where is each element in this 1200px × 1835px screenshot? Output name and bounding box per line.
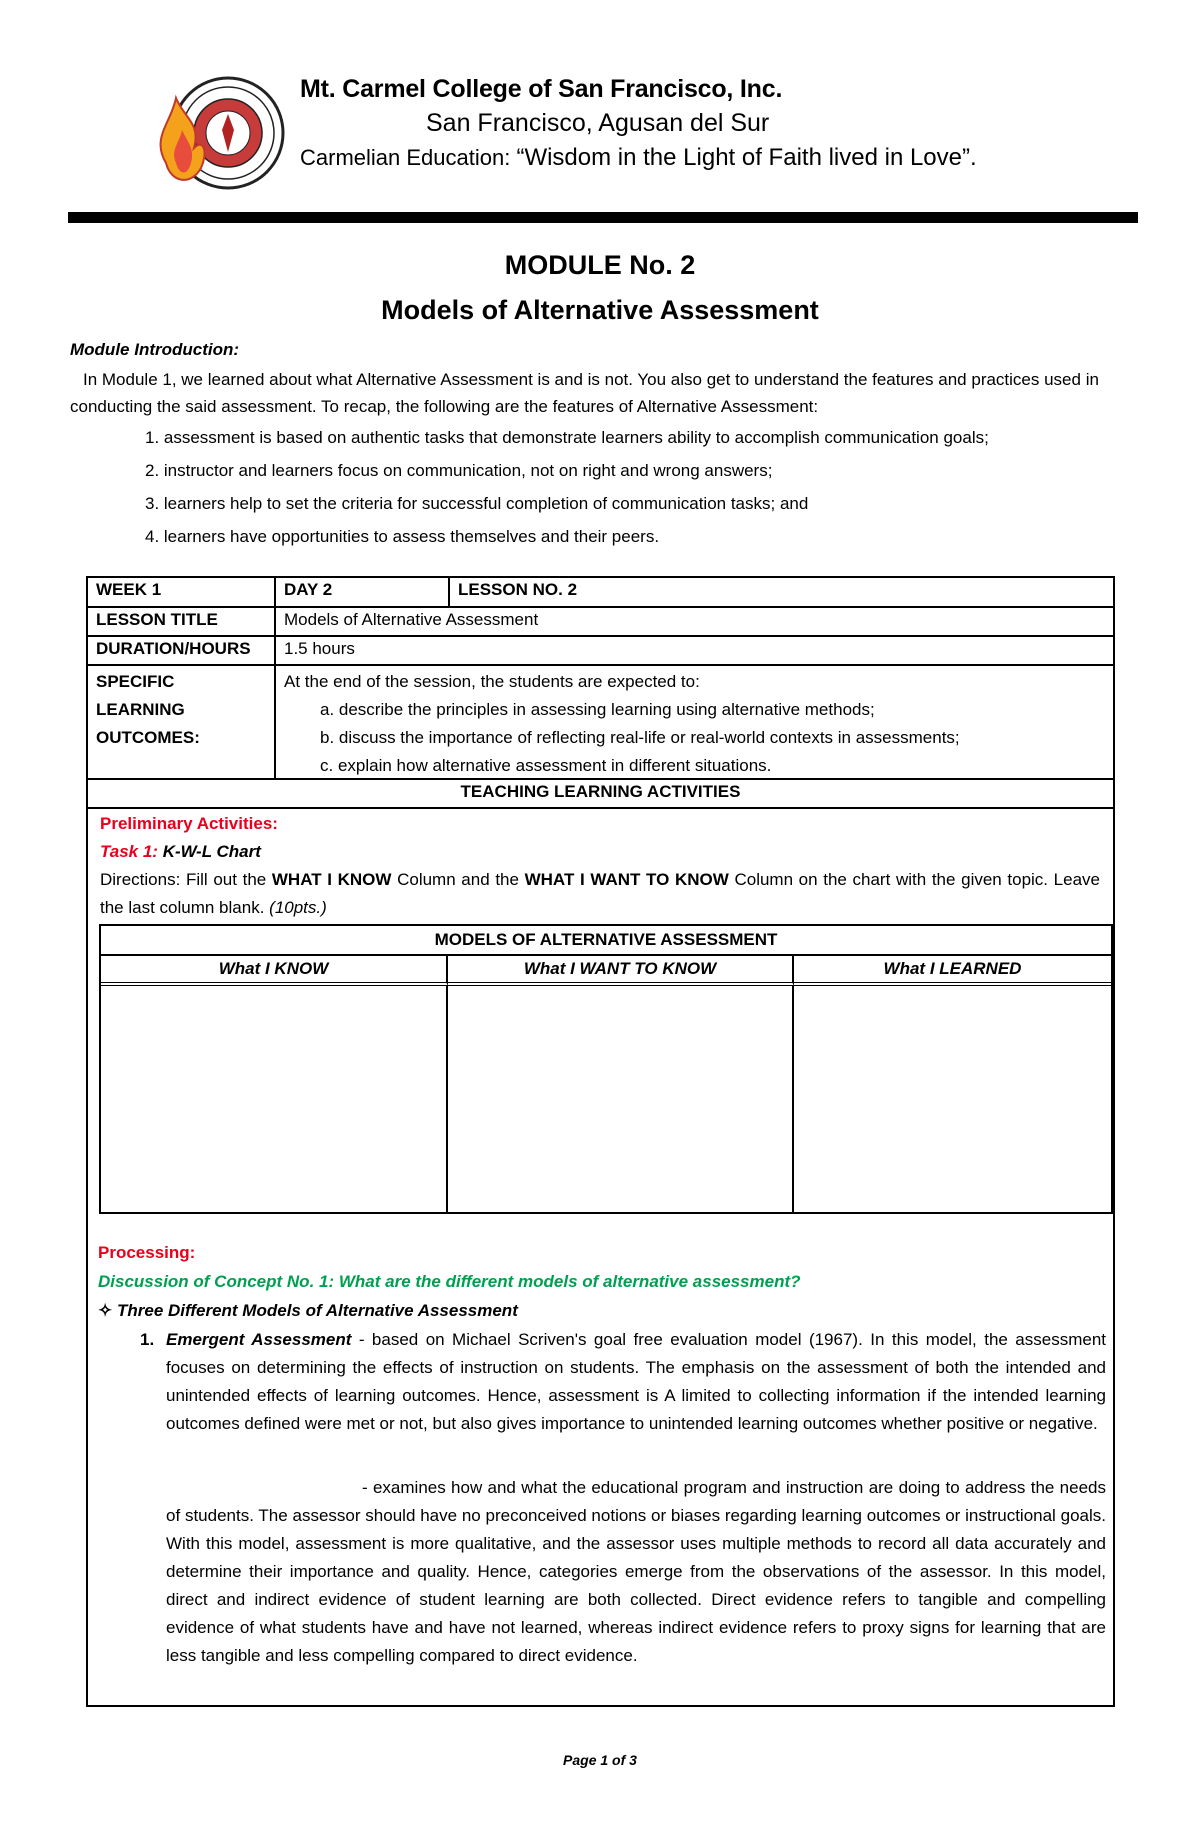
processing-section xyxy=(98,1238,1108,1325)
kwl-header-want: What I WANT TO KNOW xyxy=(448,956,794,986)
outcomes-label-line: LEARNING xyxy=(96,700,185,719)
outcome-item: a. describe the principles in assessing learning using alternative methods; xyxy=(320,700,875,719)
emergent-assessment-paragraph-2: - examines how and what the educational program and instruction are doing to address the needs of students. The assessor should have no preconceived notions or biases regarding learning outcomes or instructional goals. With this model, assessment is more qualitative, and the assessor uses multiple methods to record all data accurately and determine their importance and quality. Hence, categories emerge from the observations of the assessor. In this model, direct and indirect evidence of student learning are both collected. Direct evidence refers to tangible and compelling evidence of what students have and have not learned, whereas indirect evidence refers to proxy signs for learning that are less tangible and less compelling compared to direct evidence. xyxy=(166,1478,1106,1665)
directions-text: Column on the chart with the given topic. Leave the last column blank. xyxy=(100,870,1100,917)
preliminary-heading: Preliminary Activities: xyxy=(100,814,278,833)
directions-label: Directions: xyxy=(100,870,181,889)
lesson-title-label: LESSON TITLE xyxy=(88,608,276,635)
item-text: - based on Michael Scriven's goal free evaluation model (1967). In this model, the assessment focuses on determining the effects of instruction on students. The emphasis on the assessment of both the intended and unintended effects of learning outcomes. Hence, assessment is A limited to collecting information if the intended learning outcomes defined were met or not, but also gives importance to unintended learning outcomes whether positive or negative. xyxy=(166,1330,1106,1433)
processing-heading: Processing: xyxy=(98,1243,196,1262)
models-subheading-row xyxy=(98,1296,1108,1325)
lesson-row-duration xyxy=(88,637,1113,666)
diamond-bullet-icon: ✧ xyxy=(98,1301,113,1320)
college-seal-logo xyxy=(146,68,286,198)
tla-heading: TEACHING LEARNING ACTIVITIES xyxy=(460,782,741,801)
intro-text: In Module 1, we learned about what Alternative Assessment is and is not. You also get to understand the features and practices used in conducting the said assessment. To recap, the following are the features of Alternative Assessment: xyxy=(70,370,1099,416)
page-number: Page 1 of 3 xyxy=(563,1752,637,1768)
kwl-header-learned: What I LEARNED xyxy=(794,956,1111,986)
week-cell: WEEK 1 xyxy=(88,578,276,606)
lesson-row-outcomes xyxy=(88,666,1113,780)
directions-emphasis: WHAT I WANT TO KNOW xyxy=(524,870,729,889)
duration-label: DURATION/HOURS xyxy=(88,637,276,664)
intro-label: Module Introduction: xyxy=(70,340,240,359)
outcomes-label xyxy=(88,666,276,778)
school-name: Mt. Carmel College of San Francisco, Inc. xyxy=(300,75,783,103)
lesson-title-value: Models of Alternative Assessment xyxy=(284,610,539,629)
feature-item: 2. instructor and learners focus on communication, not on right and wrong answers; xyxy=(145,461,773,480)
school-motto xyxy=(300,140,1100,176)
outcomes-label-line: OUTCOMES: xyxy=(96,728,200,747)
outcomes-list xyxy=(284,696,1105,780)
feature-item: 3. learners help to set the criteria for successful completion of communication tasks; and xyxy=(145,494,809,513)
item-term: Emergent Assessment xyxy=(166,1330,352,1349)
motto-quote: “Wisdom in the Light of Faith lived in Love”. xyxy=(516,144,977,171)
preliminary-section xyxy=(100,810,1100,922)
task-name: K-W-L Chart xyxy=(157,842,261,861)
intro-paragraph xyxy=(70,366,1140,420)
kwl-cell-know[interactable] xyxy=(101,986,448,1212)
outcome-item: c. explain how alternative assessment in different situations. xyxy=(320,756,772,775)
lesson-row-tla xyxy=(88,780,1113,809)
outcomes-label-line: SPECIFIC xyxy=(96,672,175,691)
outcome-item: b. discuss the importance of reflecting real-life or real-world contexts in assessments; xyxy=(320,728,960,747)
day-cell: DAY 2 xyxy=(276,578,450,606)
item-number: 1. xyxy=(140,1330,155,1349)
module-number: MODULE No. 2 xyxy=(504,250,696,280)
kwl-header-know: What I KNOW xyxy=(101,956,448,986)
directions-emphasis: WHAT I KNOW xyxy=(271,870,392,889)
kwl-cell-want[interactable] xyxy=(448,986,794,1212)
header-divider xyxy=(68,212,1138,223)
lesson-row-week xyxy=(88,578,1113,608)
task-label: Task 1: xyxy=(100,842,158,861)
emergent-assessment-paragraph xyxy=(166,1326,1106,1438)
task-title xyxy=(100,838,1100,866)
motto-label: Carmelian Education: xyxy=(300,145,517,170)
features-list xyxy=(145,421,989,553)
kwl-chart xyxy=(99,924,1113,1214)
task-directions xyxy=(100,866,1100,922)
kwl-cell-learned[interactable] xyxy=(794,986,1111,1212)
feature-item: 1. assessment is based on authentic tasks that demonstrate learners ability to accomplish communication goals; xyxy=(145,428,989,447)
points-label: (10pts.) xyxy=(269,898,327,917)
module-title: Models of Alternative Assessment xyxy=(381,295,819,325)
directions-text: Column and the xyxy=(391,870,525,889)
models-subheading: Three Different Models of Alternative Assessment xyxy=(116,1301,518,1320)
school-location: San Francisco, Agusan del Sur xyxy=(426,109,770,137)
discussion-question: Discussion of Concept No. 1: What are the different models of alternative assessment? xyxy=(98,1272,801,1291)
school-header xyxy=(300,72,1100,176)
duration-value: 1.5 hours xyxy=(284,639,355,658)
lesson-no-cell: LESSON NO. 2 xyxy=(458,580,578,599)
kwl-caption: MODELS OF ALTERNATIVE ASSESSMENT xyxy=(101,926,1111,956)
directions-text: Fill out the xyxy=(180,870,272,889)
lesson-row-title xyxy=(88,608,1113,637)
feature-item: 4. learners have opportunities to assess themselves and their peers. xyxy=(145,527,660,546)
outcomes-content xyxy=(276,666,1113,778)
outcomes-intro: At the end of the session, the students are expected to: xyxy=(284,672,700,691)
